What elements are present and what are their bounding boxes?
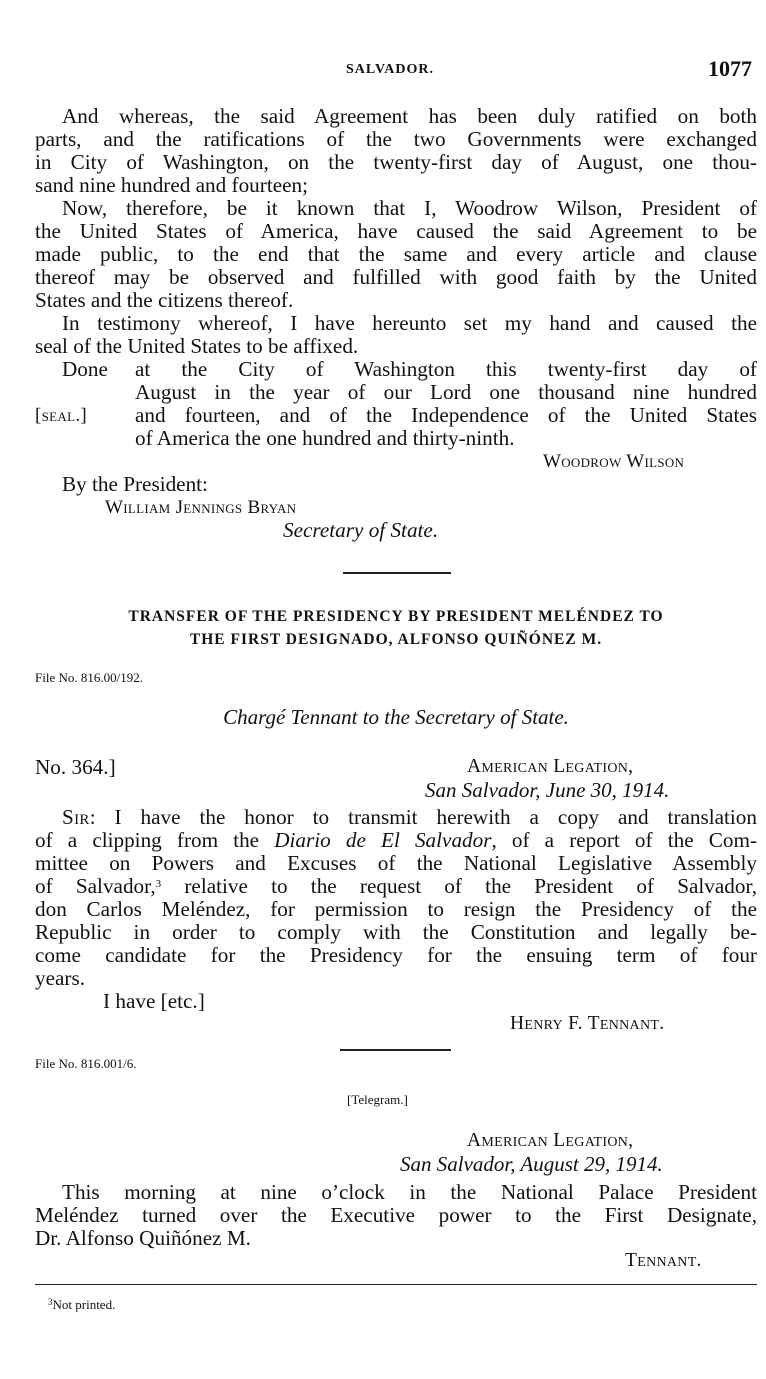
text-span: , of a report of the Com- (491, 828, 757, 852)
page-number: 1077 (708, 56, 752, 81)
text-line: Republic in order to comply with the Constitution and legally be- (35, 920, 757, 944)
salutation: Sir (62, 805, 90, 829)
text-line: the United States of America, have caused the said Agreement to be (35, 219, 757, 243)
place-heading: American Legation, (467, 756, 634, 777)
text-line: Dr. Alfonso Quiñónez M. (35, 1226, 251, 1250)
text-line: And whereas, the said Agreement has been duly ratified on both (62, 104, 757, 128)
text-line: sand nine hundred and fourteen; (35, 173, 308, 197)
separator-rule (340, 1049, 451, 1051)
text-line: Now, therefore, be it known that I, Woodrow Wilson, President of (62, 196, 757, 220)
text-line: don Carlos Meléndez, for permission to resign the Presidency of the (35, 897, 757, 921)
text-line (62, 805, 757, 829)
text-line: years. (35, 966, 85, 990)
document-heading: Chargé Tennant to the Secretary of State. (223, 705, 569, 729)
running-title: SALVADOR. (346, 62, 434, 77)
section-title: THE FIRST DESIGNADO, ALFONSO QUIÑÓNEZ M. (189, 631, 603, 648)
text-span: of a clipping from the (35, 828, 275, 852)
place-heading: American Legation, (467, 1130, 634, 1151)
text-line: in City of Washington, on the twenty-first day of August, one thou- (35, 150, 757, 174)
text-line: at the City of Washington this twenty-first day of (135, 357, 757, 381)
footnote-ref: 3 (155, 878, 162, 890)
text-line: Meléndez turned over the Executive power to the First Designate, (35, 1203, 757, 1227)
footnote-marker: 3 (48, 1297, 53, 1307)
text-line (35, 874, 757, 898)
text-line: This morning at nine o’clock in the National Palace President (62, 1180, 757, 1204)
separator-rule (343, 572, 451, 574)
date-line: San Salvador, June 30, 1914. (425, 778, 670, 802)
newspaper-title: Diario de El Salvador (274, 828, 492, 852)
text-line: August in the year of our Lord one thousand nine hundred (135, 380, 757, 404)
section-title: TRANSFER OF THE PRESIDENCY BY PRESIDENT MELÉNDEZ TO (128, 608, 664, 625)
text-line: In testimony whereof, I have hereunto set my hand and caused the (62, 311, 757, 335)
countersign-name: William Jennings Bryan (105, 497, 297, 518)
footnote-rule (35, 1284, 757, 1285)
text-line: mittee on Powers and Excuses of the National Legislative Assembly (35, 851, 757, 875)
telegram-label: [Telegram.] (347, 1092, 408, 1107)
date-line: San Salvador, August 29, 1914. (400, 1152, 663, 1176)
document-number: No. 364.] (35, 755, 116, 779)
countersign-title: Secretary of State. (283, 518, 439, 542)
text-line (35, 828, 757, 852)
closing: I have [etc.] (103, 989, 205, 1013)
text-line: seal of the United States to be affixed. (35, 334, 359, 358)
footnote (48, 1297, 115, 1313)
text-line: and fourteen, and of the Independence of the United States (135, 403, 757, 427)
text-span: of Salvador, (35, 874, 156, 898)
signature-wilson: Woodrow Wilson (543, 451, 685, 472)
text-line: of America the one hundred and thirty-ninth. (135, 426, 515, 450)
signature-tennant: Henry F. Tennant. (510, 1013, 665, 1034)
text-line: made public, to the end that the same and every article and clause (35, 242, 757, 266)
file-number: File No. 816.001/6. (35, 1056, 137, 1071)
footnote-text: Not printed. (52, 1297, 116, 1312)
signature-tennant: Tennant. (625, 1250, 702, 1271)
text-line: thereof may be observed and fulfilled with good faith by the United (35, 265, 757, 289)
text-span: : I have the honor to transmit herewith a copy and translation (89, 805, 757, 829)
file-number: File No. 816.00/192. (35, 670, 143, 685)
by-the-president: By the President: (62, 472, 208, 496)
seal-mark: [seal.] (35, 405, 88, 426)
text-line: come candidate for the Presidency for the ensuing term of four (35, 943, 757, 967)
text-line: parts, and the ratifications of the two Governments were exchanged (35, 127, 757, 151)
done-label: Done (62, 357, 108, 381)
text-span: relative to the request of the President of Salvador, (161, 874, 757, 898)
text-line: States and the citizens thereof. (35, 288, 294, 312)
